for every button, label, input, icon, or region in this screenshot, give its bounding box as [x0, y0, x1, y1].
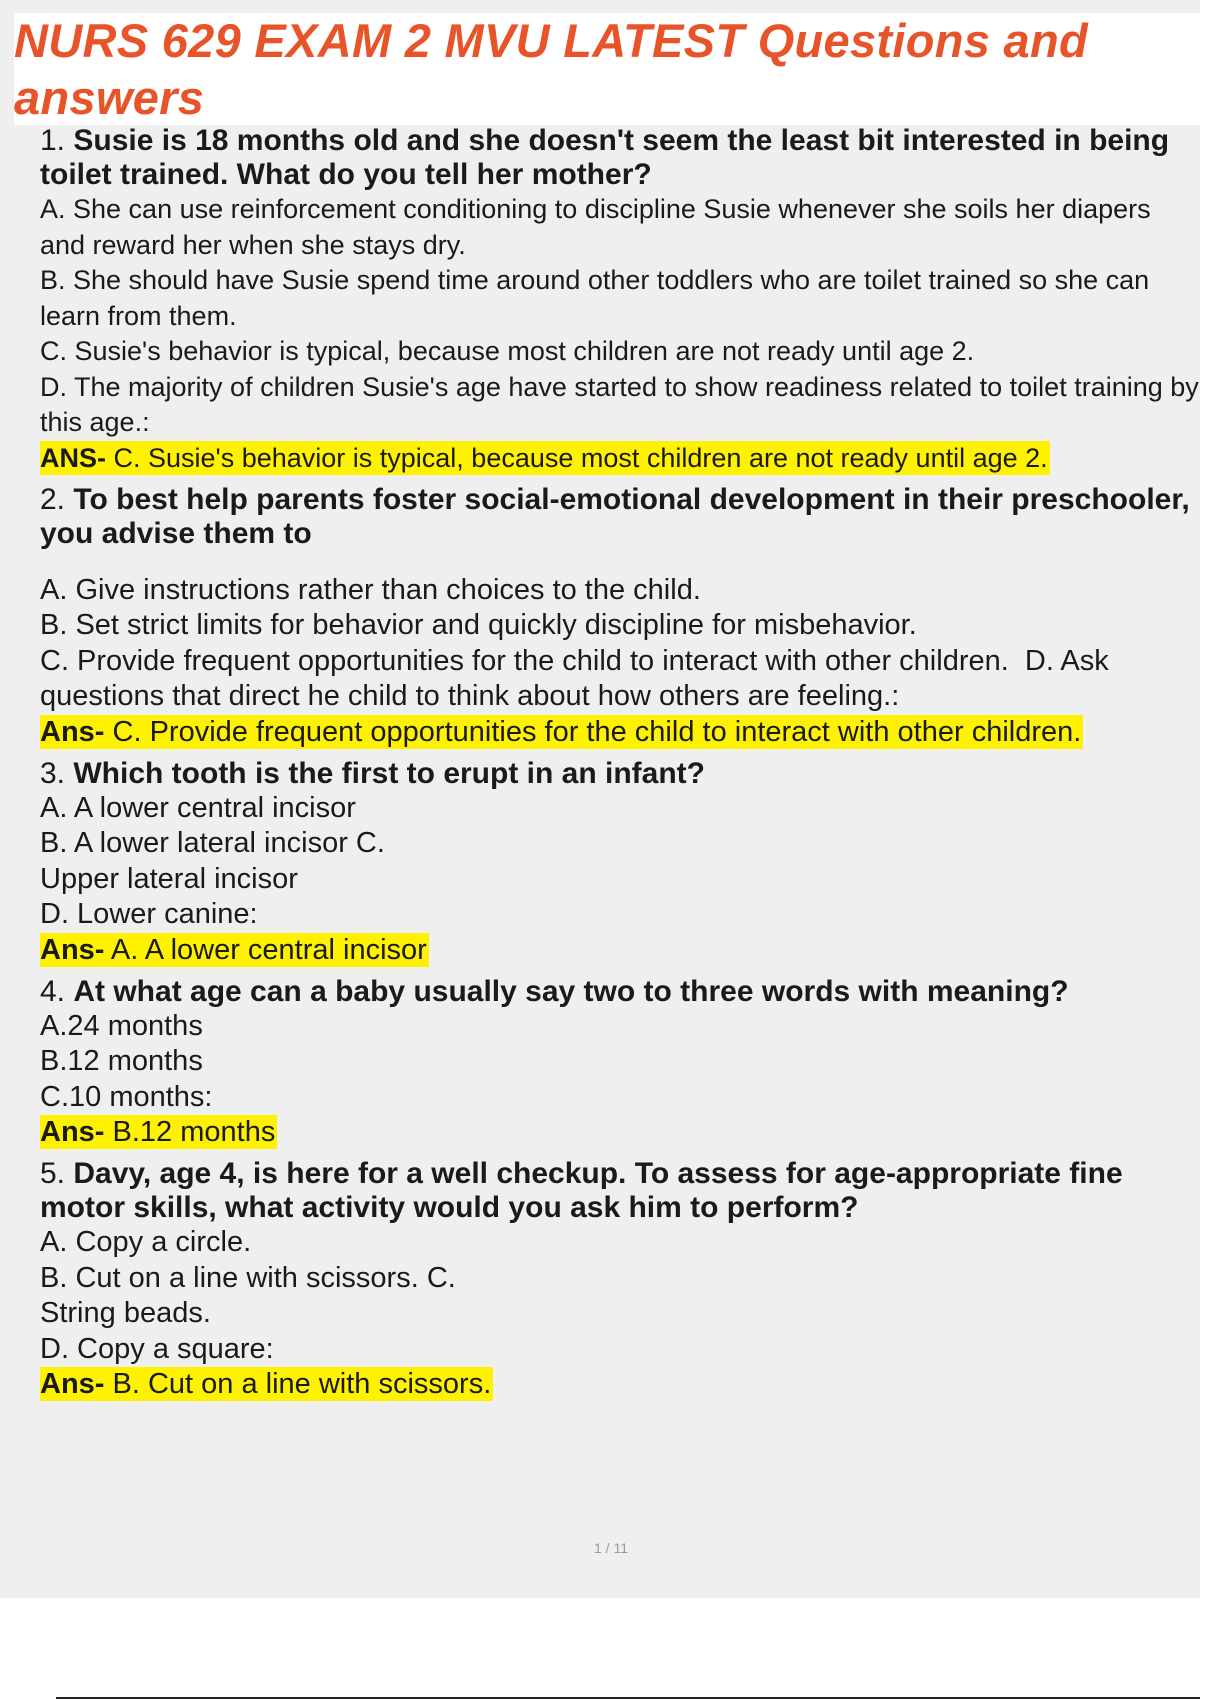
question-3 — [40, 757, 1200, 967]
question-1-stem — [40, 124, 1200, 192]
option: A. A lower central incisor — [40, 791, 356, 824]
option: C. Susie's behavior is typical, because most children are not ready until age 2. — [40, 336, 975, 366]
question-text: At what age can a baby usually say two to three words with meaning? — [73, 974, 1069, 1008]
answer-text: A. A lower central incisor — [104, 933, 427, 966]
answer-highlight — [40, 715, 1083, 749]
question-2 — [40, 483, 1200, 749]
question-1 — [40, 124, 1207, 475]
option: C.10 months: — [40, 1080, 213, 1113]
question-list — [40, 124, 1207, 1401]
option: A. Give instructions rather than choices to the child. — [40, 573, 701, 606]
answer-highlight — [40, 1367, 493, 1401]
option: A.24 months — [40, 1009, 203, 1042]
question-text: Susie is 18 months old and she doesn't seem the least bit interested in being toilet trained. What do you tell her mother? — [40, 124, 1170, 191]
answer-text: C. Provide frequent opportunities for the child to interact with other children. — [104, 715, 1082, 748]
option: D. Copy a square: — [40, 1332, 274, 1365]
answer-text: B.12 months — [104, 1116, 276, 1148]
question-3-stem — [40, 757, 1200, 791]
answer-highlight — [40, 1115, 277, 1149]
document-title: NURS 629 EXAM 2 MVU LATEST Questions and answers — [14, 14, 1089, 124]
option: B.12 months — [40, 1045, 203, 1077]
option: C. Provide frequent opportunities for the child to interact with other children. D. Ask questions that direct he child to think about how others are feeling.: — [40, 644, 1117, 712]
question-4 — [40, 975, 1200, 1150]
answer-highlight — [40, 933, 429, 967]
answer-label: Ans- — [40, 933, 105, 966]
option: B. A lower lateral incisor C. — [40, 827, 385, 859]
question-text: Which tooth is the first to erupt in an infant? — [73, 756, 705, 790]
question-5 — [40, 1157, 1200, 1401]
page-indicator: 1 / 11 — [594, 1540, 628, 1556]
question-number: 4. — [40, 974, 74, 1008]
option: D. The majority of children Susie's age have started to show readiness related to toilet training by this age.: — [40, 371, 1207, 437]
answer-label: Ans- — [40, 715, 105, 748]
answer-highlight — [40, 441, 1050, 475]
question-2-stem — [40, 483, 1200, 551]
option: Upper lateral incisor — [40, 862, 298, 895]
footer-divider — [56, 1697, 1200, 1699]
option: D. Lower canine: — [40, 898, 258, 930]
question-number: 2. — [40, 482, 74, 516]
question-4-stem — [40, 975, 1200, 1009]
question-text: Davy, age 4, is here for a well checkup. To assess for age-appropriate fine motor skills, what activity would you ask him to perform? — [40, 1157, 1123, 1224]
option: A. Copy a circle. — [40, 1226, 252, 1258]
option: B. She should have Susie spend time around other toddlers who are toilet trained so she can learn from them. — [40, 265, 1157, 331]
question-text: To best help parents foster social-emotional development in their preschooler, you advise them to — [40, 482, 1190, 550]
question-number: 3. — [40, 756, 74, 790]
option: A. She can use reinforcement conditioning to discipline Susie whenever she soils her diapers and reward her when she stays dry. — [40, 194, 1159, 260]
answer-label: ANS- — [40, 442, 106, 473]
answer-text: B. Cut on a line with scissors. — [104, 1368, 492, 1400]
question-number: 5. — [40, 1157, 74, 1190]
question-5-stem — [40, 1157, 1200, 1225]
option: B. Cut on a line with scissors. C. — [40, 1261, 456, 1294]
answer-label: Ans- — [40, 1116, 105, 1148]
option: B. Set strict limits for behavior and quickly discipline for misbehavior. — [40, 609, 917, 641]
question-number: 1. — [40, 124, 74, 157]
answer-label: Ans- — [40, 1368, 105, 1400]
option: String beads. — [40, 1297, 211, 1329]
answer-text: C. Susie's behavior is typical, because most children are not ready until age 2. — [106, 442, 1048, 473]
